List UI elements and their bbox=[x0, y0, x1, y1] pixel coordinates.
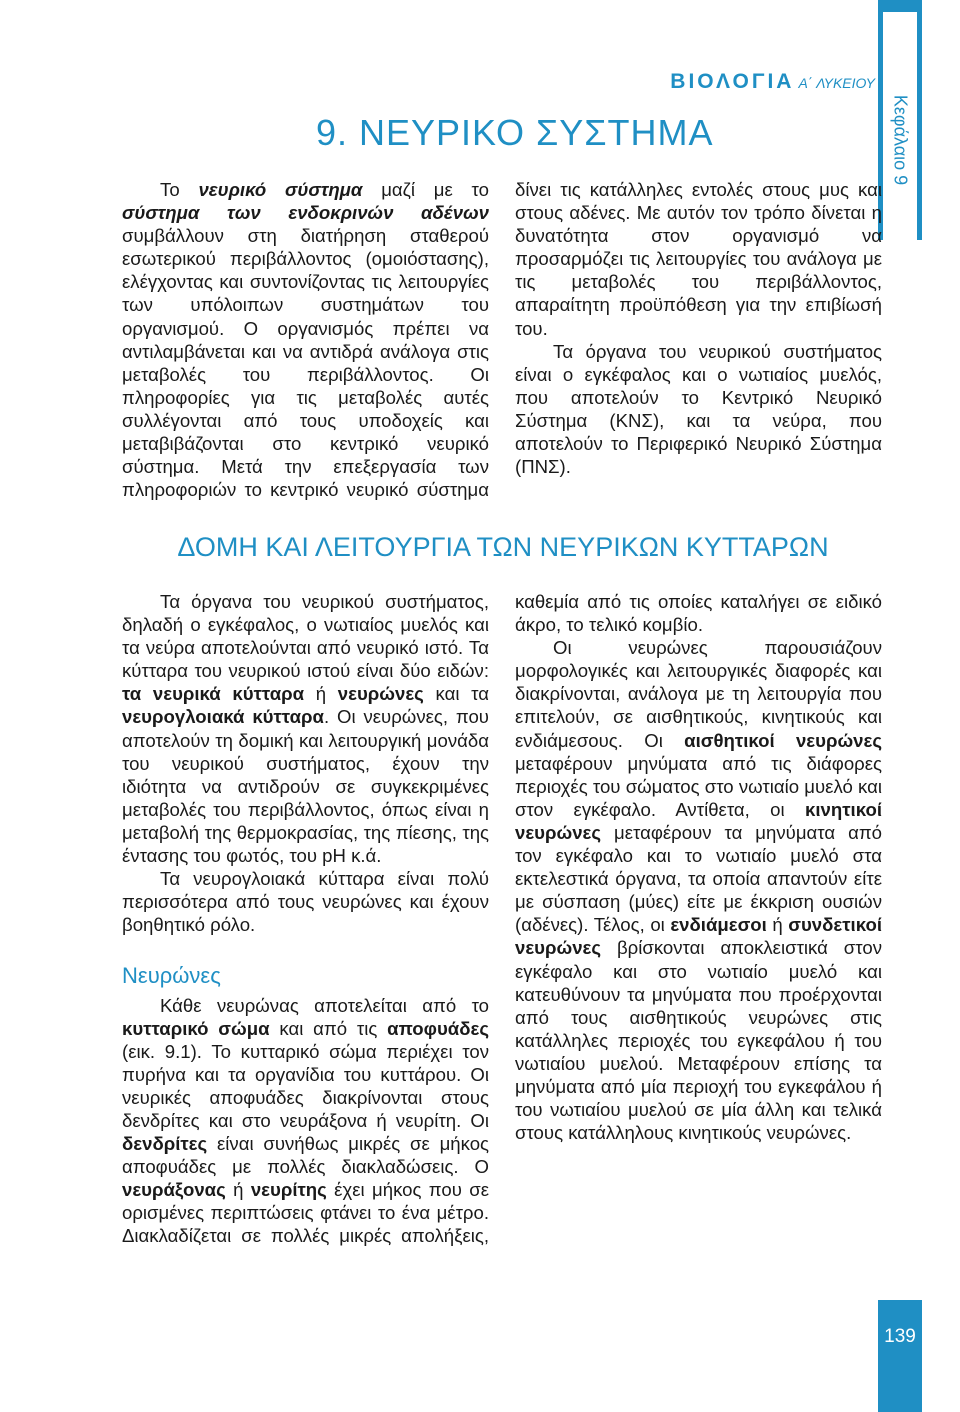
section-paragraph-1: Τα όργανα του νευρικού συστήματος, δηλαδή ο εγκέφαλος, ο νωτιαίος μυελός και τα νεύρα αποτελούνται από νευρικό ιστό. Τα κύτταρα του νευρικού ιστού είναι δύο ειδών: τα νευρικά κύτταρα ή νευρώνες και τα νευρογλοιακά κύτταρα. Οι νευρώνες, που αποτελούν τη δομική και λειτουργική μονάδα του νευρικού συστήματος, έχουν την ιδιότητα να αντιδρούν σε συγκεκριμένες μεταβολές του περιβάλλοντος, όπως είναι η μεταβολή της θερμοκρασίας, της πίεσης, της έντασης του φωτός, του pH κ.ά. bbox=[122, 591, 489, 867]
book-header bbox=[600, 70, 875, 94]
chapter-tab bbox=[878, 0, 922, 240]
book-title: ΒΙΟΛΟΓΙΑ bbox=[670, 70, 795, 93]
section-paragraph-2: Τα νευρογλοιακά κύτταρα είναι πολύ περισσότερα από τους νευρώνες και έχουν βοηθητικό ρόλο. bbox=[122, 868, 489, 936]
chapter-title: 9. ΝΕΥΡΙΚΟ ΣΥΣΤΗΜΑ bbox=[316, 112, 714, 153]
page-number-box bbox=[878, 1300, 922, 1412]
intro-paragraph-2: Τα όργανα του νευρικού συστήματος είναι ο εγκέφαλος και ο νωτιαίος μυελός, που αποτελούν το Κεντρικό Νευρικό Σύστημα (ΚΝΣ), και τα νεύρα, που αποτελούν το Περιφερικό Νευρικό Σύστημα (ΠΝΣ). bbox=[515, 340, 882, 478]
chapter-tab-label: Κεφάλαιο 9 bbox=[890, 94, 911, 186]
chapter-tab-top bbox=[878, 0, 922, 12]
page-number: 139 bbox=[884, 1326, 916, 1347]
subsection-title: Νευρώνες bbox=[122, 963, 221, 989]
neuron-paragraph-2: Οι νευρώνες παρουσιάζουν μορφολογικές και λειτουργικές διαφορές και διακρίνονται, ανάλογα με τη λειτουργία που επιτελούν, σε αισθητικούς, κινητικούς και ενδιάμεσους. Οι αισθητικοί νευρώνες μεταφέρουν μηνύματα από τις διάφορες περιοχές του σώματος στο νωτιαίο μυελό και στον εγκέφαλο. Αντίθετα, οι κινητικοί νευρώνες μεταφέρουν τα μηνύματα από τον εγκέφαλο και το νωτιαίο μυελό στα εκτελεστικά όργανα, τα οποία απαντούν είτε με σύσπαση (μύες) είτε με έκκριση ουσιών (αδένες). Τέλος, οι ενδιάμεσοι ή συνδετικοί νευρώνες βρίσκονται αποκλειστικά στον εγκέφαλο και στο νωτιαίο μυελό και κατευθύνουν τα μηνύματα που προέρχονται από τους αισθητικούς νευρώνες στις κατάλληλες περιοχές του εγκεφάλου ή του νωτιαίου μυελού. Μεταφέρουν επίσης τα μηνύματα από μία περιοχή του εγκεφάλου ή του νωτιαίου μυελού σε μία άλλη και τελικά στους κατάλληλους κινητικούς νευρώνες. bbox=[515, 637, 882, 1144]
grade-label: Α΄ ΛΥΚΕΙΟΥ bbox=[798, 75, 875, 91]
intro-paragraph-1: Το νευρικό σύστημα μαζί με το σύστημα των ενδοκρινών αδένων συμβάλλουν στη διατήρηση σταθερού εσωτερικού περιβάλλοντος (ομοιόστασης), ελέγχοντας και συντονίζοντας τις λειτουργίες των υπόλοιπων συστημάτων του οργανισμού. Ο οργανισμός πρέπει να αντιλαμβάνεται και να αντιδρά ανάλογα στις μεταβολές του περιβάλλοντος. Οι πληροφορίες για τις μεταβολές αυτές συλλέγονται από τους υποδοχείς και μεταβιβάζονται στο κεντρικό νευρικό σύστημα. Μετά την επεξεργασία των πληροφοριών το κεντρικό νευρικό σύστημα δίνει τις κατάλληλες εντολές στους μυς και στους αδένες. Με αυτόν τον τρόπο δίνεται η δυνατότητα στον οργανισμό να προσαρμόζει τις λειτουργίες του ανάλογα με τις μεταβολές του περιβάλλοντος, απαραίτητη προϋπόθεση για την επιβίωσή του. bbox=[122, 179, 882, 501]
section-text bbox=[122, 590, 882, 1280]
neuron-paragraph-1: Κάθε νευρώνας αποτελείται από το κυτταρικό σώμα και από τις αποφυάδες (εικ. 9.1). Το κυτταρικό σώμα περιέχει τον πυρήνα και τα οργανίδια του κυττάρου. Οι νευρικές αποφυάδες διακρίνονται στους δενδρίτες και στο νευράξονα ή νευρίτη. Οι δενδρίτες είναι συνήθως μικρές σε μήκος αποφυάδες με πολλές διακλαδώσεις. Ο νευράξονας ή νευρίτης έχει μήκος που σε ορισμένες περιπτώσεις φτάνει το ένα μέτρο. Διακλαδίζεται σε πολλές μικρές απολήξεις, καθεμία από τις οποίες καταλήγει σε ειδικό άκρο, το τελικό κομβίο. bbox=[122, 591, 882, 1247]
section-title: ΔΟΜΗ ΚΑΙ ΛΕΙΤΟΥΡΓΙΑ ΤΩΝ ΝΕΥΡΙΚΩΝ ΚΥΤΤΑΡΩΝ bbox=[177, 532, 829, 562]
intro-text bbox=[122, 178, 882, 518]
